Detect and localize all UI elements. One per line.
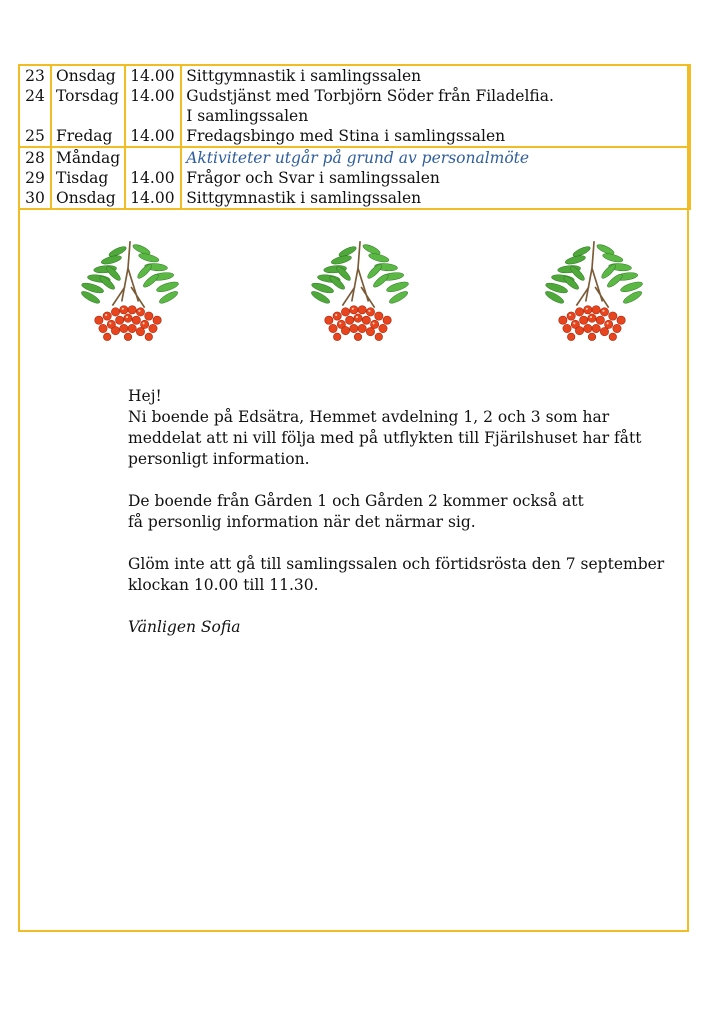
text-line: få personlig information när det närmar sig. <box>128 513 476 531</box>
rowan-berry-branch-icon <box>540 236 644 342</box>
weekday-cell: Tisdag <box>51 168 125 188</box>
weekday-cell: Onsdag <box>51 188 125 209</box>
table-row <box>19 106 690 126</box>
time-cell: 14.00 <box>125 168 181 188</box>
activity-cell: Frågor och Svar i samlingssalen <box>181 168 690 188</box>
time-cell <box>125 106 181 126</box>
text-line: klockan 10.00 till 11.30. <box>128 576 319 594</box>
weekday-cell: Fredag <box>51 126 125 147</box>
activity-cell: Sittgymnastik i samlingssalen <box>181 65 690 86</box>
weekday-cell <box>51 106 125 126</box>
text-line: meddelat att ni vill följa med på utflykten till Fjärilshuset har fått <box>128 429 642 447</box>
time-cell: 14.00 <box>125 86 181 106</box>
time-cell: 14.00 <box>125 65 181 86</box>
date-cell: 24 <box>19 86 51 106</box>
activity-cell: Gudstjänst med Torbjörn Söder från Filadelfia. <box>181 86 690 106</box>
table-row <box>19 188 690 209</box>
date-cell: 25 <box>19 126 51 147</box>
table-row <box>19 147 690 168</box>
date-cell: 30 <box>19 188 51 209</box>
text-line: personligt information. <box>128 450 310 468</box>
table-row <box>19 168 690 188</box>
date-cell: 28 <box>19 147 51 168</box>
table-row <box>19 86 690 106</box>
text-line: Ni boende på Edsätra, Hemmet avdelning 1, 2 och 3 som har <box>128 408 610 426</box>
weekday-cell: Torsdag <box>51 86 125 106</box>
table-row <box>19 126 690 147</box>
activity-cell: Sittgymnastik i samlingssalen <box>181 188 690 209</box>
activity-schedule-table <box>18 64 691 210</box>
weekday-cell: Onsdag <box>51 65 125 86</box>
activity-cell: Aktiviteter utgår på grund av personalmöte <box>181 147 690 168</box>
activity-cell: I samlingssalen <box>181 106 690 126</box>
greeting: Hej! <box>128 387 162 405</box>
date-cell <box>19 106 51 126</box>
weekday-cell: Måndag <box>51 147 125 168</box>
time-cell: 14.00 <box>125 126 181 147</box>
date-cell: 29 <box>19 168 51 188</box>
rowan-berry-branch-icon <box>76 236 180 342</box>
table-row <box>19 65 690 86</box>
time-cell: 14.00 <box>125 188 181 209</box>
time-cell <box>125 147 181 168</box>
letter-body <box>128 386 673 659</box>
text-line: De boende från Gården 1 och Gården 2 kommer också att <box>128 492 584 510</box>
text-line: Glöm inte att gå till samlingssalen och förtidsrösta den 7 september <box>128 555 665 573</box>
signature: Vänligen Sofia <box>128 618 241 636</box>
activity-cell: Fredagsbingo med Stina i samlingssalen <box>181 126 690 147</box>
rowan-berry-branch-icon <box>306 236 410 342</box>
date-cell: 23 <box>19 65 51 86</box>
